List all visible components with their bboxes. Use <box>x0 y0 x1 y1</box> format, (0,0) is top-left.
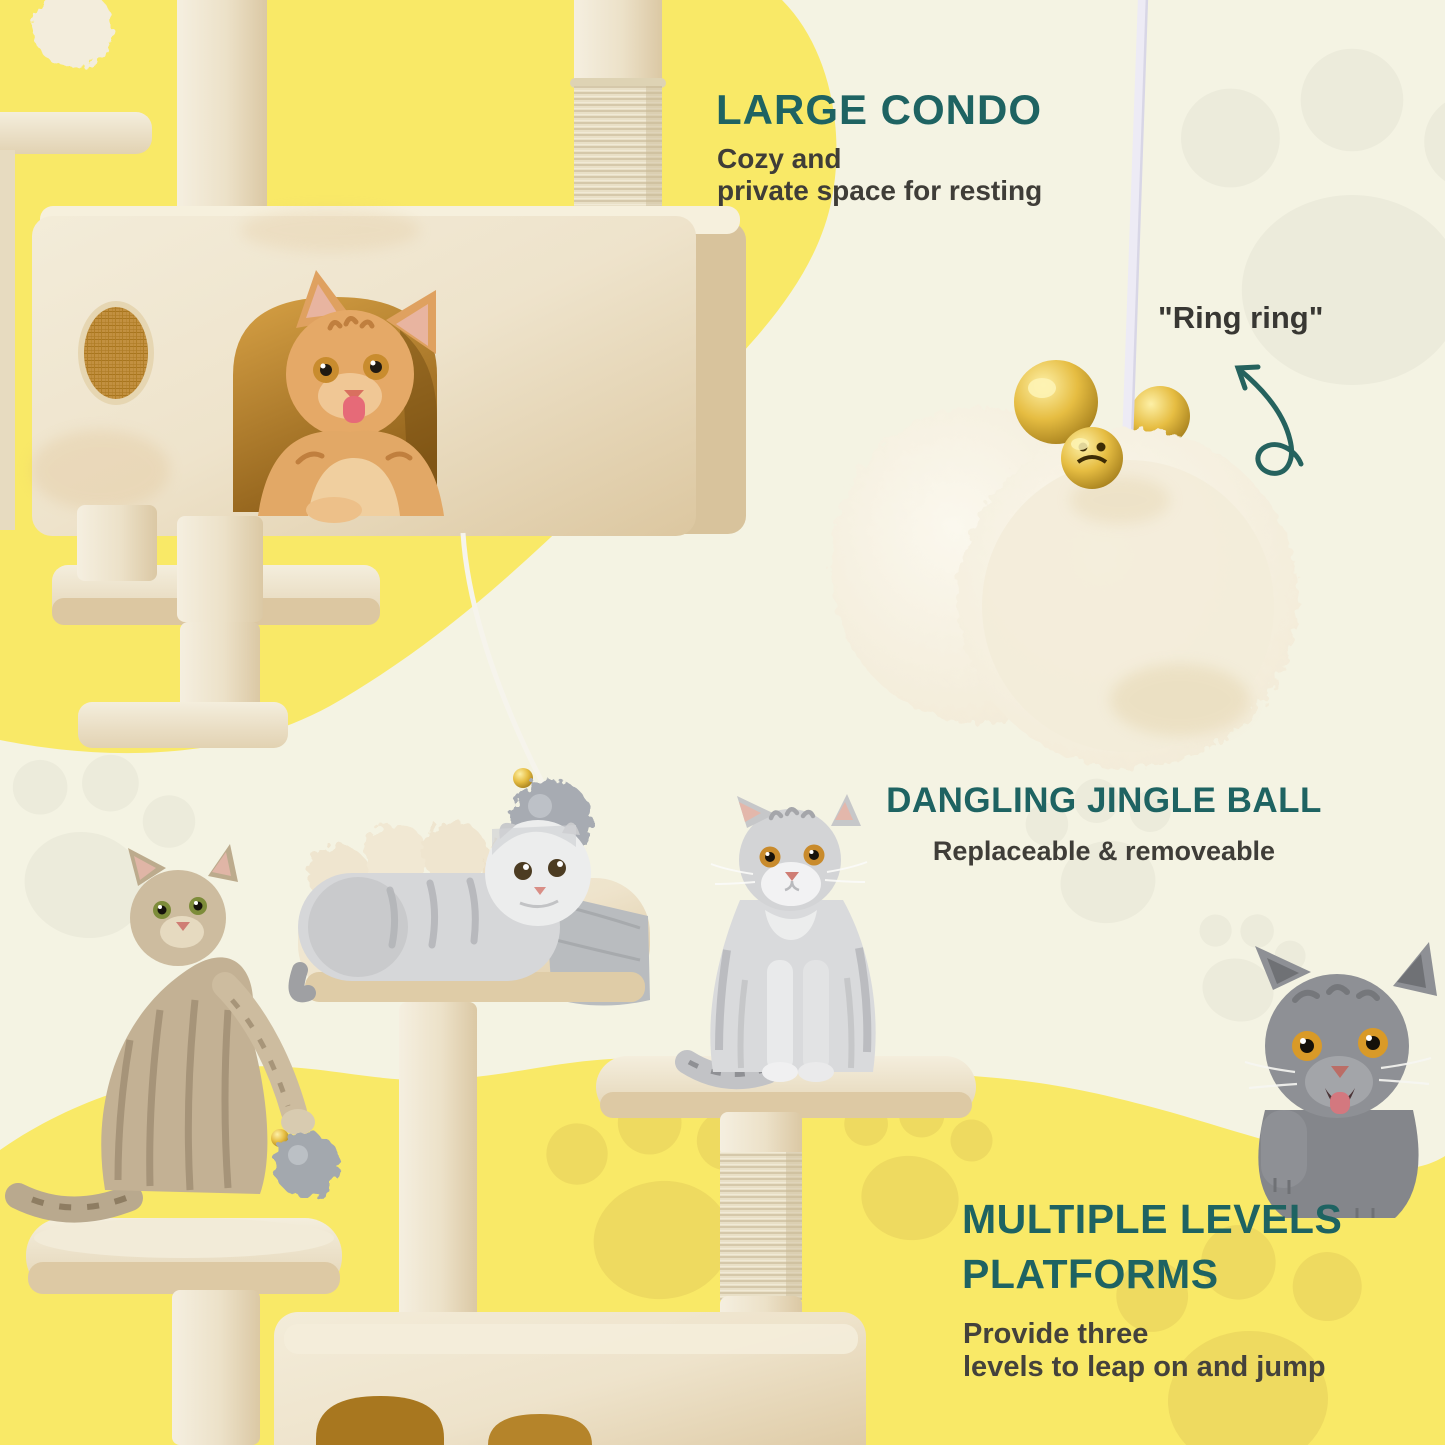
large-condo-description <box>717 143 1042 207</box>
jingle-ball-title: DANGLING JINGLE BALL <box>886 781 1322 820</box>
jingle-bell-icon <box>513 768 533 788</box>
cat-paw <box>1261 1110 1307 1188</box>
jingle-ball-subtitle: Replaceable & removeable <box>932 836 1276 866</box>
multiple-levels-title-line2: PLATFORMS <box>962 1251 1219 1297</box>
ring-ring-callout: "Ring ring" <box>1158 300 1324 335</box>
multiple-levels-title-line1: MULTIPLE LEVELS <box>962 1196 1343 1242</box>
multiple-levels-description <box>963 1318 1326 1384</box>
large-condo-desc-line2: private space for resting <box>717 175 1043 206</box>
cat-paw <box>1341 1150 1391 1218</box>
large-condo-title: LARGE CONDO <box>716 86 1042 133</box>
condo-window <box>84 307 148 399</box>
levels-desc-line1: Provide three <box>963 1318 1149 1350</box>
levels-desc-line2: levels to leap on and jump <box>963 1351 1326 1383</box>
large-condo-desc-line1: Cozy and <box>717 143 842 174</box>
pompom-toy <box>274 1132 340 1198</box>
